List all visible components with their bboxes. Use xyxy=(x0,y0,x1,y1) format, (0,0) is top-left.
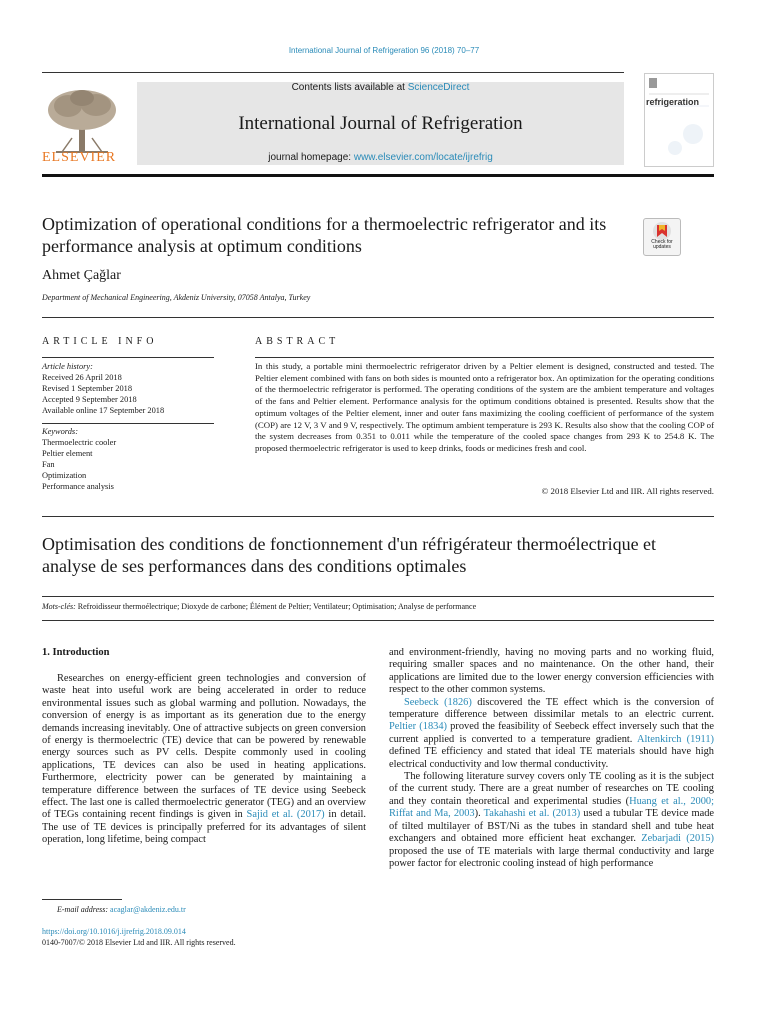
keyword: Performance analysis xyxy=(42,482,114,491)
citation-link[interactable]: Seebeck (1826) xyxy=(404,696,472,708)
history-label: Article history: xyxy=(42,362,93,371)
paragraph-text: ). xyxy=(474,808,484,820)
abstract-text: In this study, a portable mini thermoelectric refrigerator driven by a Peltier element is designed, constructed and tested. The Peltier element combined with fans on both sides is mounted onto a refrigerator box. An optimization for the operating conditions of the thermoelectric refrigerator is performed. The operating conditions of the system are the ambient temperature and voltages of the fans and Peltier element. Performance analysis for the optimum conditions obtained is presented. Results show that the optimum voltages of the Peltier element, inner and outer fans maximizing the cooling coefficient of performance of the system (COP) are 12 V, 3 V and 9 V, respectively. The optimum ambient temperature is 293 K. Results also show that the cooling COP of the system decreases from 0.351 to 0.011 while the temperature of the cooled space changes from 293 K to 254.8 K. The proposed thermoelectric refrigerator is used to keep drinks, foods or medicines fresh and cool. xyxy=(255,361,714,453)
keyword: Fan xyxy=(42,460,55,469)
paragraph-text: The following literature survey covers only TE cooling as it is the subject of the current study. There are a great number of researches on TE cooling and they contain theoretical and experimental studies ( xyxy=(389,771,714,807)
homepage-prefix: journal homepage: xyxy=(268,152,354,163)
email-label: E-mail address: xyxy=(57,905,109,914)
divider xyxy=(42,516,714,517)
article-history xyxy=(42,361,214,416)
email-footnote xyxy=(57,905,186,914)
email-link[interactable]: acaglar@akdeniz.edu.tr xyxy=(110,905,186,914)
divider xyxy=(42,317,714,318)
homepage-line xyxy=(137,152,624,163)
keyword: Thermoelectric cooler xyxy=(42,438,117,447)
history-revised: Revised 1 September 2018 xyxy=(42,384,133,393)
paragraph-text: Researches on energy-efficient green technologies and conversion of waste heat into useful work are being accelerated in order to reduce environmental issues such as global warming and pollution. Nowadays, the conversion of energy is as important as its generation due to the energy demands increasing inevitably. One of attractive subjects on green conversion of energy is thermoelectric (TE) device that can be powered by renewable energy sources such as PV cells. Despite commonly used in cooling applications, TE devices can also be used in heating applications. Furthermore, electricity power can be generated by maintaining a temperature difference between the surfaces of TE device using Seebeck effect. The last one is called thermoelectric generator (TEG) and an overview of TEGs containing recent findings is given in xyxy=(42,673,366,821)
header-thick-rule xyxy=(42,174,714,177)
paragraph-text: defined TE efficiency and stated that ideal TE materials should have high electrical conductivity and low thermal conductivity. xyxy=(389,746,714,770)
paragraph xyxy=(42,673,366,847)
motscles-list: Refroidisseur thermoélectrique; Dioxyde de carbone; Élément de Peltier; Ventilateur; Optimisation; Analyse de performance xyxy=(77,602,477,611)
citation-link[interactable]: Altenkirch (1911) xyxy=(637,733,714,745)
section-heading-introduction: 1. Introduction xyxy=(42,647,110,658)
paragraph: and environment-friendly, having no moving parts and no working fluid, requiring smaller spaces and no maintenance. On the other hand, their applications are limited due to the lower energy conversion efficiencies with respect to the other common systems. xyxy=(389,647,714,696)
paragraph-text: proved the feasibility of Seebeck effect inversely such that the current applied is converted to a temperature gradient. xyxy=(389,721,714,745)
abstract-copyright: © 2018 Elsevier Ltd and IIR. All rights reserved. xyxy=(541,486,714,496)
divider xyxy=(42,596,714,597)
badge-label: Check for updates xyxy=(651,239,673,250)
abstract-heading: ABSTRACT xyxy=(255,336,340,347)
sciencedirect-link[interactable]: ScienceDirect xyxy=(407,82,470,93)
paragraph xyxy=(389,771,714,870)
paper-title: Optimization of operational conditions for a thermoelectric refrigerator and its performance analysis at optimum conditions xyxy=(42,214,607,256)
author-name[interactable]: Ahmet Çağlar xyxy=(42,268,121,283)
paragraph-text: used a tubular TE device made of tilted multilayer of BST/Ni as the tubes in standard shell and tube heat exchangers and obtained more efficient heat exchanger. xyxy=(389,808,715,845)
contents-prefix: Contents lists available at xyxy=(291,82,408,93)
paragraph-text: in detail. The use of TE devices is principally preferred for its advantages of silent operation, long lifetime, being compact xyxy=(42,809,366,846)
divider xyxy=(255,357,714,358)
history-online: Available online 17 September 2018 xyxy=(42,406,165,415)
journal-cover-thumbnail[interactable] xyxy=(644,73,714,167)
paragraph-text: discovered the TE effect which is the conversion of temperature difference between dissimilar metals to an electric current. xyxy=(389,696,714,721)
divider xyxy=(42,620,714,621)
journal-citation[interactable]: International Journal of Refrigeration 96 (2018) 70–77 xyxy=(288,46,480,55)
french-keywords xyxy=(42,602,714,611)
citation-link[interactable]: Peltier (1834) xyxy=(389,721,447,733)
divider xyxy=(42,423,214,424)
french-title: Optimisation des conditions de fonctionnement d'un réfrigérateur thermoélectrique et analyse de ses performances dans des conditions optimales xyxy=(42,534,657,576)
citation-link[interactable]: Takahashi et al. (2013) xyxy=(483,808,581,820)
contents-line xyxy=(137,82,624,93)
keyword: Peltier element xyxy=(42,449,93,458)
check-for-updates-badge[interactable] xyxy=(643,218,681,256)
keywords-label: Keywords: xyxy=(42,427,78,436)
body-column-left xyxy=(42,673,366,847)
citation-link[interactable]: Huang et al., 2000; Riffat and Ma, 2003 xyxy=(389,795,714,820)
journal-title: International Journal of Refrigeration xyxy=(238,113,523,134)
history-received: Received 26 April 2018 xyxy=(42,373,122,382)
cover-title: refrigeration xyxy=(646,97,700,107)
header-divider xyxy=(42,72,624,73)
bookmark-icon xyxy=(644,219,680,241)
keyword: Optimization xyxy=(42,471,87,480)
history-accepted: Accepted 9 September 2018 xyxy=(42,395,137,404)
paragraph xyxy=(389,697,714,771)
motscles-label: Mots-clés: xyxy=(42,602,76,611)
homepage-link[interactable]: www.elsevier.com/locate/ijrefrig xyxy=(353,152,493,163)
issn-copyright: 0140-7007/© 2018 Elsevier Ltd and IIR. All rights reserved. xyxy=(42,938,236,947)
citation-link[interactable]: Zebarjadi (2015) xyxy=(641,833,714,845)
cover-art xyxy=(645,74,713,166)
article-info-heading: ARTICLE INFO xyxy=(42,336,158,347)
doi-link[interactable]: https://doi.org/10.1016/j.ijrefrig.2018.09.014 xyxy=(42,927,186,936)
footnote-rule xyxy=(42,899,122,900)
elsevier-wordmark: ELSEVIER xyxy=(42,150,117,165)
body-column-right xyxy=(389,647,714,870)
paragraph-text: proposed the use of TE materials with large thermal conductivity and large power factor for electronic cooling instead of high performance xyxy=(389,845,714,869)
divider xyxy=(42,357,214,358)
citation-link[interactable]: Sajid et al. (2017) xyxy=(246,809,325,821)
keywords-list xyxy=(42,426,214,492)
affiliation: Department of Mechanical Engineering, Akdeniz University, 07058 Antalya, Turkey xyxy=(42,293,311,302)
